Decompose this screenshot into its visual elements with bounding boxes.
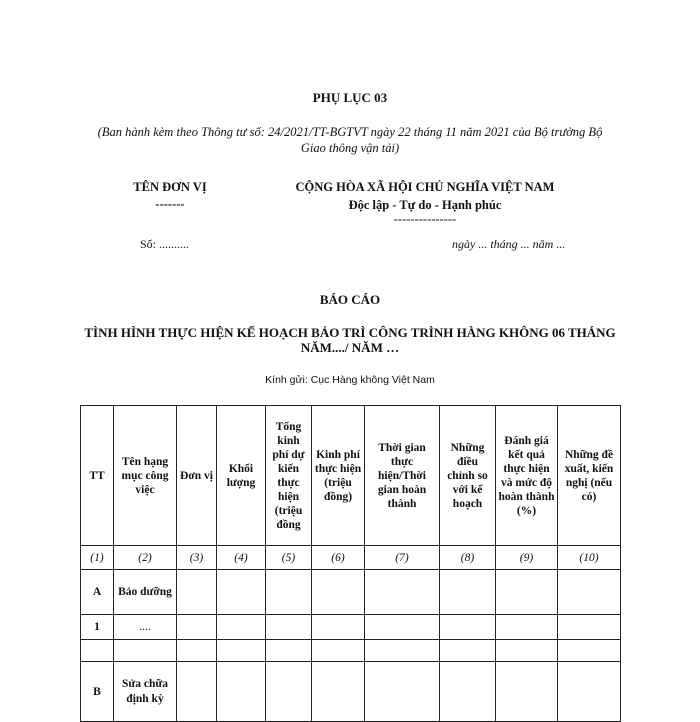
table-cell bbox=[496, 570, 558, 615]
table-cell bbox=[266, 570, 312, 615]
table-cell bbox=[496, 640, 558, 662]
table-cell bbox=[365, 662, 440, 722]
column-header: Khối lượng bbox=[217, 406, 266, 546]
column-header: Thời gian thực hiện/Thời gian hoàn thành bbox=[365, 406, 440, 546]
column-header: Tổng kinh phí dự kiến thực hiện (triệu đồng bbox=[266, 406, 312, 546]
column-header: Những đề xuất, kiến nghị (nếu có) bbox=[558, 406, 621, 546]
table-cell bbox=[365, 640, 440, 662]
table-cell bbox=[558, 570, 621, 615]
row-name bbox=[114, 640, 177, 662]
column-number-row bbox=[81, 546, 621, 570]
table-cell bbox=[558, 615, 621, 640]
report-table bbox=[80, 405, 621, 722]
table-cell bbox=[440, 570, 496, 615]
table-cell bbox=[365, 615, 440, 640]
table-cell bbox=[217, 570, 266, 615]
document-number: Số: .......... bbox=[140, 237, 190, 251]
table-cell bbox=[217, 640, 266, 662]
date-line: ngày ... tháng ... năm ... bbox=[452, 237, 566, 251]
row-name: Sửa chữa định kỳ bbox=[114, 662, 177, 722]
table-cell bbox=[496, 662, 558, 722]
appendix-title: PHỤ LỤC 03 bbox=[312, 90, 388, 105]
motto-divider: --------------- bbox=[393, 212, 457, 226]
unit-name: TÊN ĐƠN VỊ bbox=[133, 180, 207, 194]
table-row bbox=[81, 570, 621, 615]
table-cell bbox=[266, 640, 312, 662]
recipient-line: Kính gửi: Cục Hàng không Việt Nam bbox=[265, 374, 435, 386]
table-cell bbox=[312, 640, 365, 662]
row-index: B bbox=[81, 662, 114, 722]
column-number: (1) bbox=[81, 546, 114, 570]
table-cell bbox=[440, 615, 496, 640]
row-index: A bbox=[81, 570, 114, 615]
table-cell bbox=[312, 662, 365, 722]
column-number: (6) bbox=[312, 546, 365, 570]
table-cell bbox=[312, 570, 365, 615]
column-number: (10) bbox=[558, 546, 621, 570]
column-header: Tên hạng mục công việc bbox=[114, 406, 177, 546]
table-cell bbox=[440, 640, 496, 662]
table-row bbox=[81, 662, 621, 722]
table-cell bbox=[217, 662, 266, 722]
table-cell bbox=[440, 662, 496, 722]
republic-name: CỘNG HÒA XÃ HỘI CHỦ NGHĨA VIỆT NAM bbox=[295, 180, 555, 194]
column-number: (8) bbox=[440, 546, 496, 570]
table-cell bbox=[496, 615, 558, 640]
table-cell bbox=[266, 615, 312, 640]
table-cell bbox=[266, 662, 312, 722]
row-index bbox=[81, 640, 114, 662]
column-header: Đánh giá kết quả thực hiện và mức độ hoàn thành (%) bbox=[496, 406, 558, 546]
table-cell bbox=[365, 570, 440, 615]
column-number: (7) bbox=[365, 546, 440, 570]
decree-note: (Ban hành kèm theo Thông tư số: 24/2021/TT-BGTVT ngày 22 tháng 11 năm 2021 của Bộ trưởng Bộ Giao thông vận tải) bbox=[97, 125, 603, 155]
table-row bbox=[81, 640, 621, 662]
column-header: Kinh phí thực hiện (triệu đồng) bbox=[312, 406, 365, 546]
table-cell bbox=[312, 615, 365, 640]
table-cell bbox=[558, 662, 621, 722]
row-name: Bảo dưỡng bbox=[114, 570, 177, 615]
report-title: BÁO CÁO bbox=[319, 292, 381, 307]
column-number: (2) bbox=[114, 546, 177, 570]
national-motto: Độc lập - Tự do - Hạnh phúc bbox=[348, 198, 502, 212]
table-header-row bbox=[81, 406, 621, 546]
row-index: 1 bbox=[81, 615, 114, 640]
row-name: .... bbox=[114, 615, 177, 640]
column-header: Đơn vị bbox=[177, 406, 217, 546]
table-cell bbox=[177, 570, 217, 615]
column-number: (5) bbox=[266, 546, 312, 570]
column-header: TT bbox=[81, 406, 114, 546]
table-cell bbox=[177, 662, 217, 722]
column-number: (4) bbox=[217, 546, 266, 570]
table-cell bbox=[177, 615, 217, 640]
report-subtitle: TÌNH HÌNH THỰC HIỆN KẾ HOẠCH BẢO TRÌ CÔNG TRÌNH HÀNG KHÔNG 06 THÁNG NĂM..../ NĂM … bbox=[84, 325, 616, 355]
table-cell bbox=[217, 615, 266, 640]
column-number: (3) bbox=[177, 546, 217, 570]
table-row bbox=[81, 615, 621, 640]
column-header: Những điều chỉnh so với kế hoạch bbox=[440, 406, 496, 546]
table-cell bbox=[558, 640, 621, 662]
column-number: (9) bbox=[496, 546, 558, 570]
table-cell bbox=[177, 640, 217, 662]
unit-divider: ------- bbox=[155, 197, 185, 211]
